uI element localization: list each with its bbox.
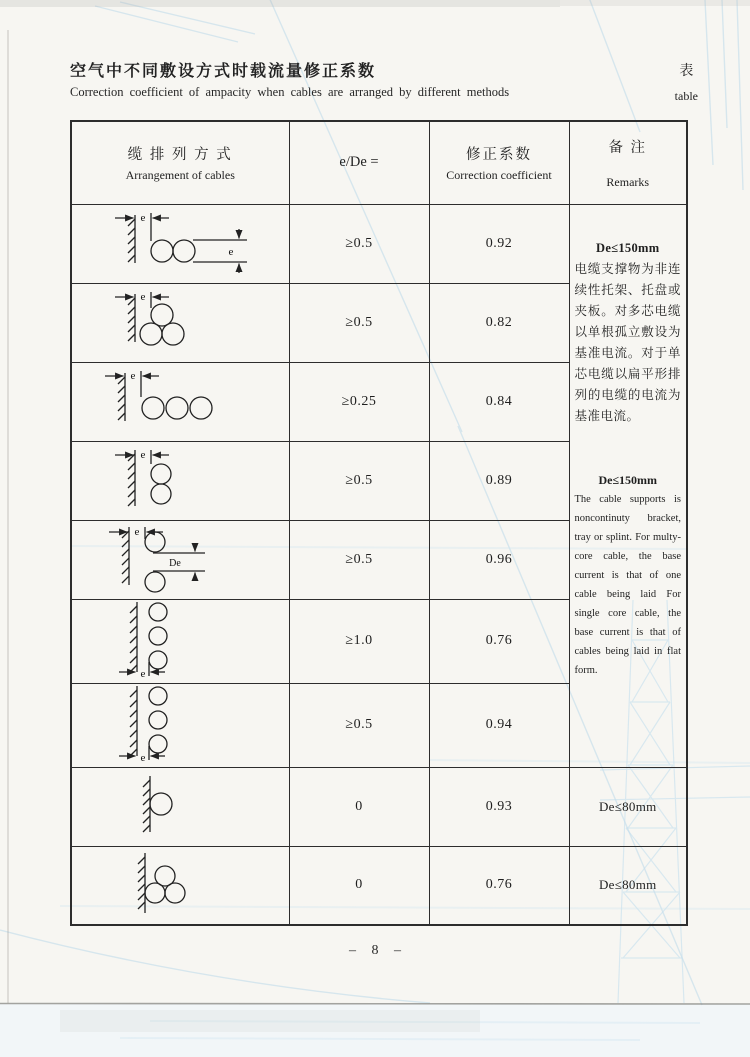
- remarks-zh-heading: De≤150mm: [596, 240, 660, 255]
- coefficient-value: 0.89: [429, 441, 569, 520]
- header-remarks-en: Remarks: [606, 174, 650, 189]
- cell-arrangement: [71, 362, 289, 441]
- e-label: e: [134, 526, 140, 538]
- table-row: [71, 204, 687, 283]
- header-coefficient: [429, 121, 569, 204]
- table-row: [71, 767, 687, 846]
- e-label: e: [140, 751, 146, 762]
- header-remarks-zh: 备 注: [608, 139, 648, 156]
- ratio-value: ≥0.5: [289, 520, 429, 599]
- table-header-row: [71, 121, 687, 204]
- e-label: e: [140, 667, 146, 678]
- coefficient-value: 0.76: [429, 599, 569, 683]
- cell-arrangement: [71, 520, 289, 599]
- header-arrangement: [71, 121, 289, 204]
- e-label: e: [140, 291, 146, 303]
- header-remarks: [569, 121, 687, 204]
- ratio-value: ≥0.25: [289, 362, 429, 441]
- table-corner-label: [675, 60, 698, 104]
- cell-arrangement: [71, 283, 289, 362]
- e-label: e: [140, 212, 146, 224]
- coefficient-value: 0.94: [429, 683, 569, 767]
- table-row: [71, 846, 687, 925]
- coefficient-value: 0.92: [429, 204, 569, 283]
- page-title-chinese: 空气中不同敷设方式时载流量修正系数: [70, 63, 377, 80]
- diagram-three-cables-vertical: [95, 600, 265, 678]
- De-label: De: [169, 558, 182, 569]
- cell-arrangement: [71, 767, 289, 846]
- e-label: e: [228, 246, 234, 258]
- ratio-value: ≥0.5: [289, 441, 429, 520]
- cell-arrangement: [71, 846, 289, 925]
- remarks-cell: De≤80mm: [569, 846, 687, 925]
- header-coefficient-zh: 修正系数: [466, 146, 532, 163]
- e-label: e: [130, 370, 136, 382]
- page-title-english: Correction coefficient of ampacity when cables are arranged by different methods: [70, 85, 510, 99]
- diagram-two-cables-vertical-touching: [95, 442, 265, 514]
- coefficient-value: 0.76: [429, 846, 569, 925]
- diagram-trefoil-on-wall: [95, 847, 265, 919]
- ratio-value: ≥0.5: [289, 204, 429, 283]
- correction-coefficient-table: [70, 120, 688, 926]
- cell-arrangement: [71, 204, 289, 283]
- diagram-two-cables-vertical-De-gap: [95, 521, 265, 593]
- header-coefficient-en: Correction coefficient: [446, 167, 552, 182]
- page-number: – 8 –: [349, 943, 401, 958]
- coefficient-value: 0.96: [429, 520, 569, 599]
- ratio-value: 0: [289, 767, 429, 846]
- diagram-single-cable-on-wall: [95, 768, 265, 840]
- diagram-three-cables-vertical: [95, 684, 265, 762]
- coefficient-value: 0.82: [429, 283, 569, 362]
- coefficient-value: 0.84: [429, 362, 569, 441]
- diagram-trefoil-spaced: [95, 284, 265, 356]
- header-ratio: [289, 121, 429, 204]
- ratio-value: ≥1.0: [289, 599, 429, 683]
- remarks-merged-cell: [569, 204, 687, 767]
- header-arrangement-zh: 缆 排 列 方 式: [127, 146, 233, 163]
- remarks-en-text: The cable supports is noncontinuty bracket, tray or splint. For multy-core cable, the base current is that of one cable being laid For single core cable, the base current is that of cables being laid in flat form.: [574, 493, 681, 676]
- e-label: e: [140, 449, 146, 461]
- diagram-three-cables-horizontal: [95, 363, 265, 435]
- ratio-value: 0: [289, 846, 429, 925]
- ratio-value: ≥0.5: [289, 283, 429, 362]
- coefficient-value: 0.93: [429, 767, 569, 846]
- diagram-two-cables-horizontal: [95, 205, 265, 277]
- ratio-value: ≥0.5: [289, 683, 429, 767]
- remarks-cell: De≤80mm: [569, 767, 687, 846]
- cell-arrangement: [71, 599, 289, 683]
- remarks-en-heading: De≤150mm: [598, 472, 658, 487]
- cell-arrangement: [71, 683, 289, 767]
- remarks-zh-text: 电缆支撑物为非连续性托架、托盘或夹板。对多芯电缆以单根孤立敷设为基准电流。对于单芯电缆以扁平形排列的电缆的电流为基准电流。: [574, 261, 681, 423]
- header-arrangement-en: Arrangement of cables: [125, 167, 235, 182]
- header-ratio-label: e/De =: [339, 154, 379, 171]
- table-label-chinese: 表: [679, 64, 694, 79]
- cell-arrangement: [71, 441, 289, 520]
- table-label-english: table: [674, 89, 698, 103]
